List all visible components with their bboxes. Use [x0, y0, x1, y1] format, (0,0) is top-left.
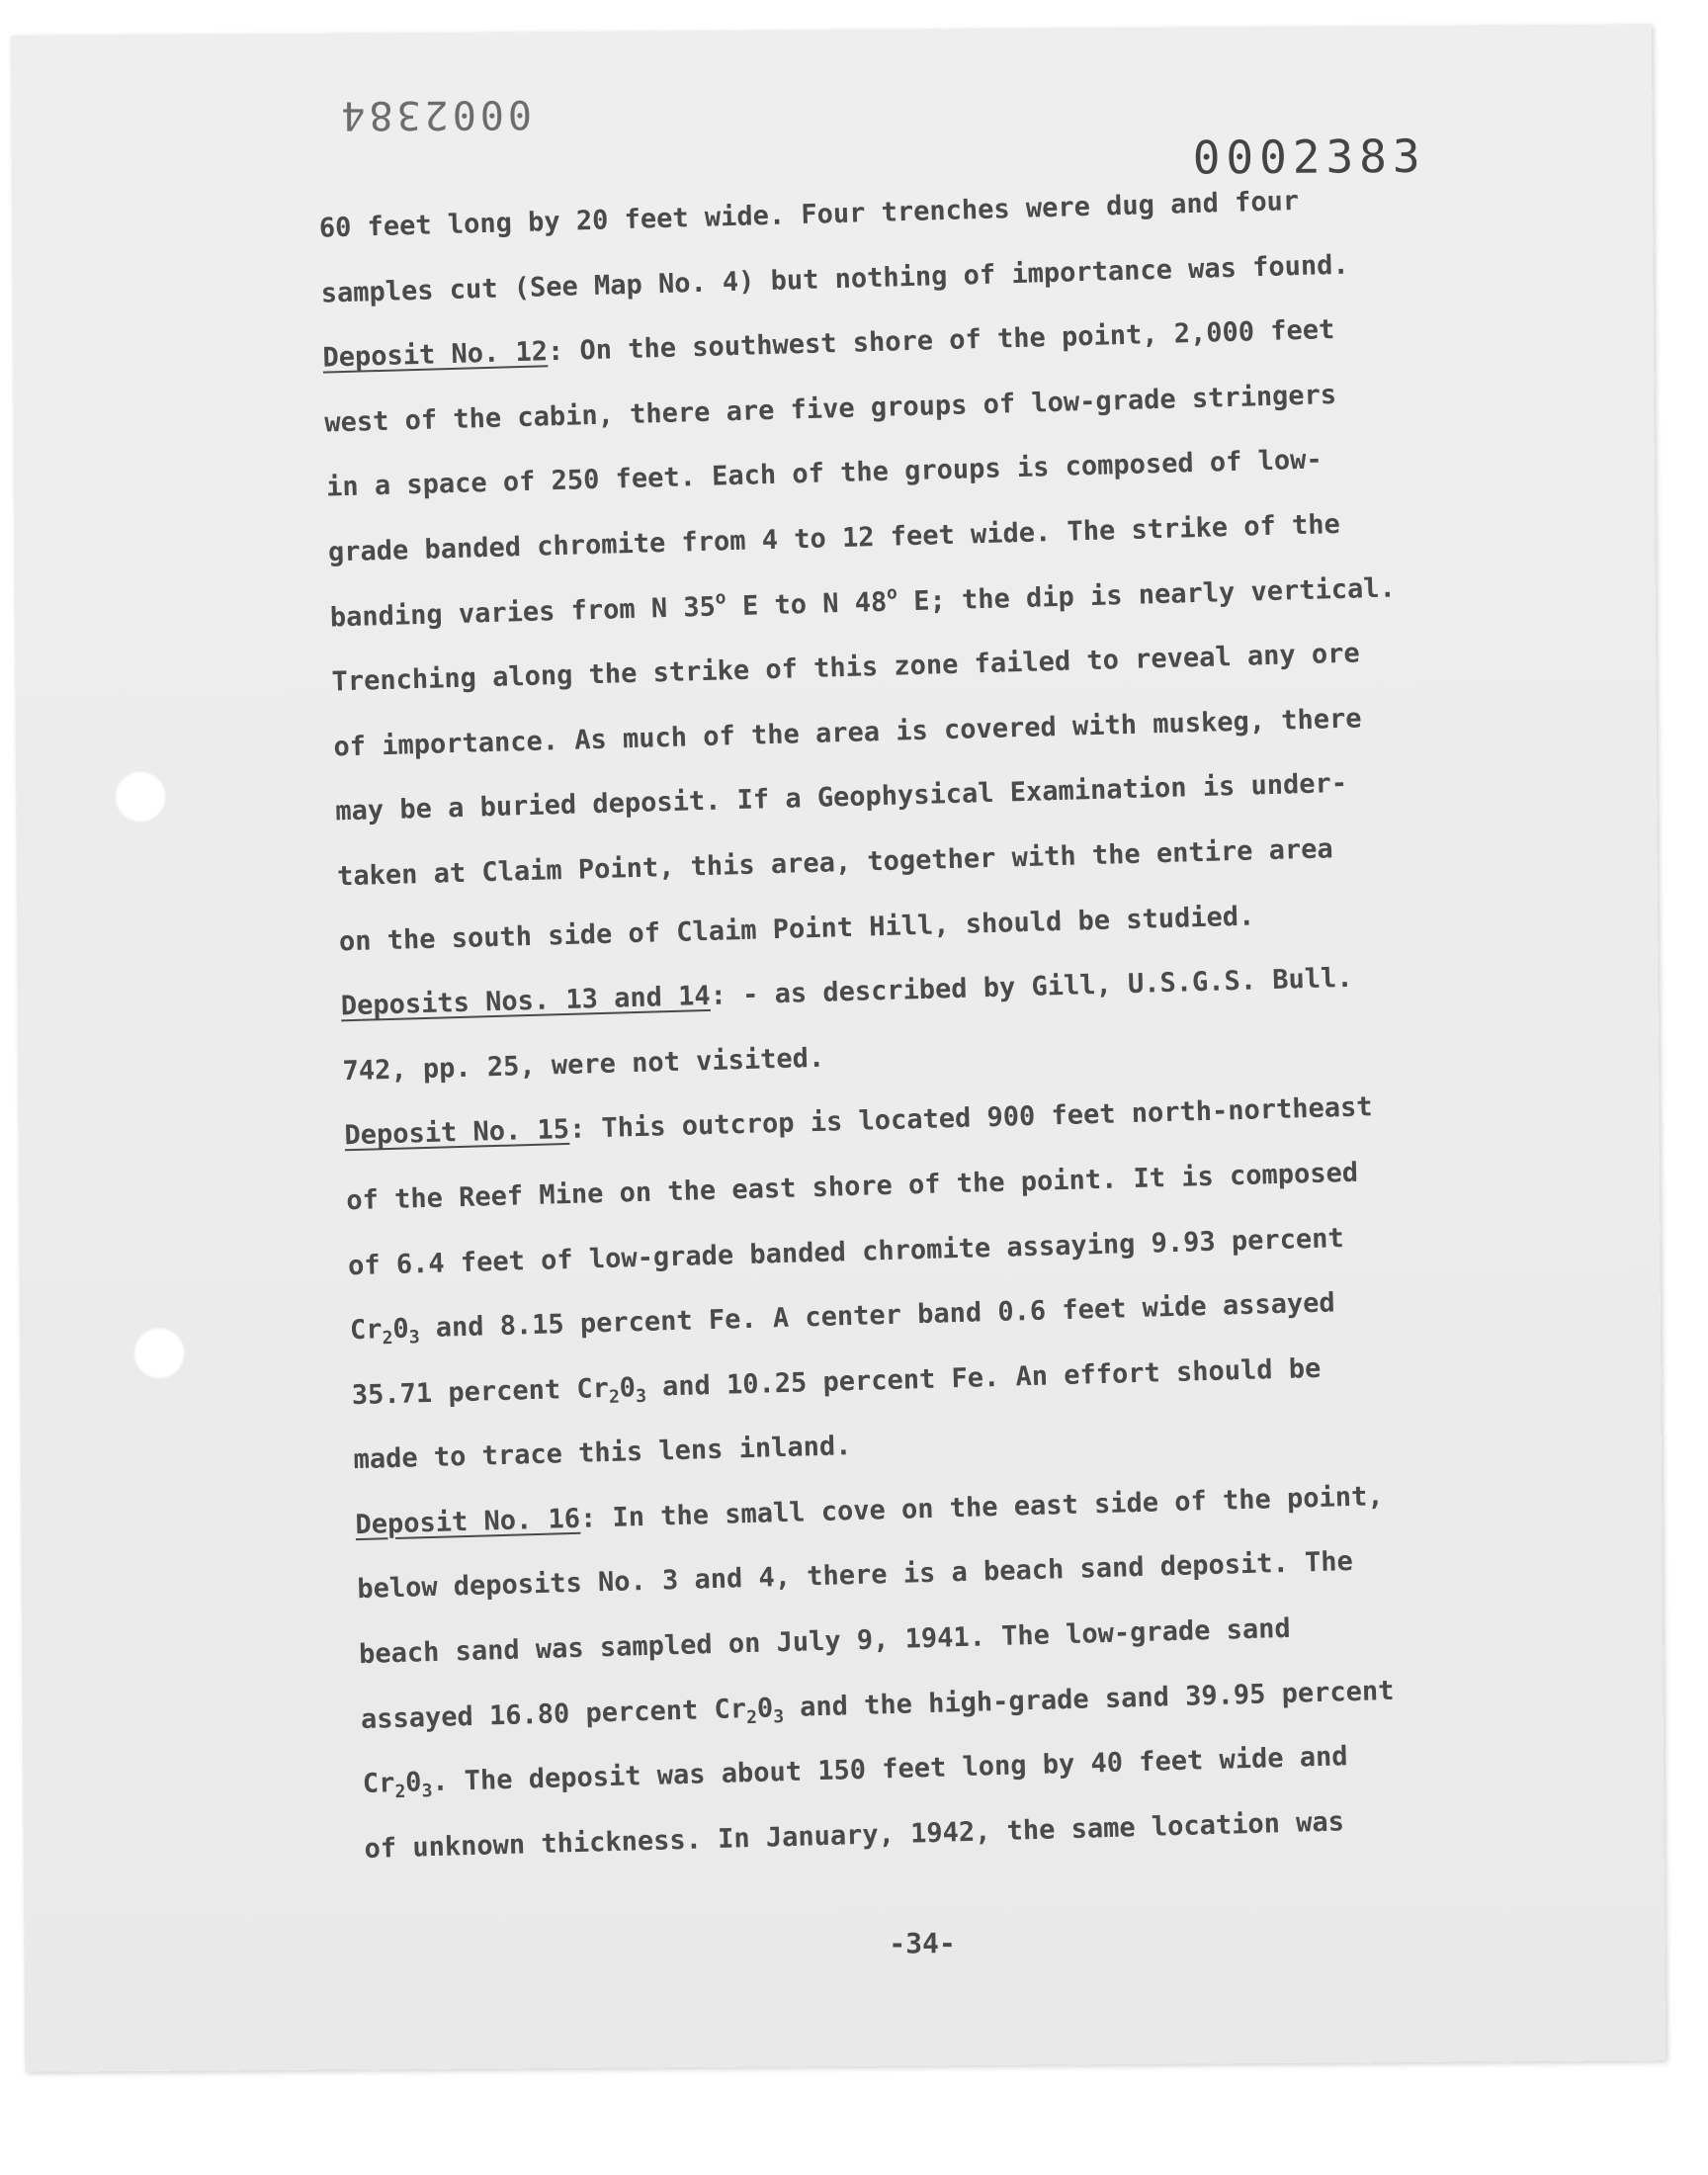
text-line: assayed 16.80 percent $Cr_20_3$ and the high-grade sand 39.95 percent: [360, 1675, 1395, 1735]
body-text: [318, 165, 1501, 1882]
section-heading: Deposit No. 12: [322, 336, 549, 374]
document-page: [11, 24, 1665, 2072]
section-heading: Deposit No. 15: [344, 1114, 570, 1152]
text-line: below deposits No. 3 and 4, there is a beach sand deposit. The: [356, 1546, 1354, 1606]
text-line: made to trace this lens inland.: [353, 1431, 852, 1476]
text-line: of importance. As much of the area is covered with muskeg, there: [333, 703, 1362, 763]
text-line: of unknown thickness. In January, 1942, the same location was: [364, 1806, 1345, 1865]
text-line: $Cr_20_3$ and 8.15 percent Fe. A center band 0.6 feet wide assayed: [349, 1287, 1336, 1349]
text-line: banding varies from N 35$^o$ E to N 48$^o$ E; the dip is nearly vertical.: [329, 571, 1397, 634]
text-line: west of the cabin, there are five groups of low-grade stringers: [323, 379, 1337, 439]
text-line: of 6.4 feet of low-grade banded chromite assaying 9.93 percent: [347, 1222, 1345, 1281]
text-line: Deposit No. 16: In the small cove on the east side of the point,: [355, 1480, 1384, 1540]
text-line: on the south side of Claim Point Hill, should be studied.: [338, 901, 1255, 957]
text-line: of the Reef Mine on the east shore of the point. It is composed: [345, 1157, 1359, 1217]
text-line: samples cut (See Map No. 4) but nothing of importance was found.: [320, 249, 1350, 309]
section-heading: Deposit No. 16: [355, 1503, 581, 1540]
text-line: $Cr_20_3$. The deposit was about 150 feet long by 40 feet wide and: [362, 1741, 1348, 1803]
text-line: Deposit No. 12: On the southwest shore of the point, 2,000 feet: [322, 314, 1335, 374]
page-number: -34-: [889, 1927, 956, 1960]
punch-hole: [133, 1328, 185, 1379]
text-line: in a space of 250 feet. Each of the groups is composed of low-: [325, 444, 1324, 503]
punch-hole: [115, 771, 166, 823]
text-line: may be a buried deposit. If a Geophysical Examination is under-: [334, 768, 1348, 827]
text-line: Trenching along the strike of this zone failed to reveal any ore: [331, 638, 1361, 698]
text-line: 742, pp. 25, were not visited.: [342, 1042, 825, 1088]
text-line: 60 feet long by 20 feet wide. Four trenches were dug and four: [318, 185, 1300, 244]
text-line: taken at Claim Point, this area, together with the entire area: [336, 833, 1334, 893]
document-number-stamp-inverted: 0002384: [337, 91, 533, 138]
text-line: 35.71 percent $Cr_20_3$ and 10.25 percent Fe. An effort should be: [351, 1352, 1322, 1411]
text-line: beach sand was sampled on July 9, 1941. The low-grade sand: [358, 1612, 1292, 1671]
document-number-stamp: 0002383: [1192, 129, 1426, 185]
section-heading: Deposits Nos. 13 and 14: [340, 981, 712, 1022]
text-line: Deposits Nos. 13 and 14: - as described by Gill, U.S.G.S. Bull.: [340, 962, 1353, 1022]
text-line: grade banded chromite from 4 to 12 feet wide. The strike of the: [327, 508, 1341, 568]
text-line: Deposit No. 15: This outcrop is located 900 feet north-northeast: [344, 1091, 1373, 1152]
